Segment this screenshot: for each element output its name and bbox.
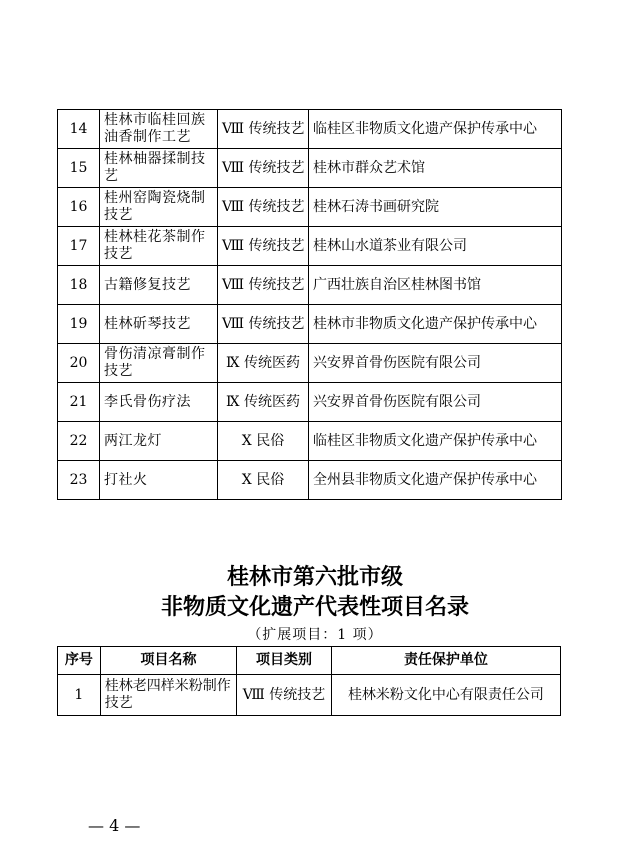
cell-category: Ⅷ 传统技艺 <box>218 149 309 188</box>
cell-name: 李氏骨伤疗法 <box>100 383 218 422</box>
cell-num: 18 <box>58 266 100 305</box>
table-row <box>58 305 562 344</box>
cell-unit: 桂林米粉文化中心有限责任公司 <box>331 675 560 716</box>
cell-unit: 兴安界首骨伤医院有限公司 <box>309 344 562 383</box>
cell-name: 桂州窑陶瓷烧制技艺 <box>100 188 218 227</box>
cell-unit: 桂林石涛书画研究院 <box>309 188 562 227</box>
cell-name: 桂林老四样米粉制作技艺 <box>100 675 236 716</box>
cell-unit: 全州县非物质文化遗产保护传承中心 <box>309 461 562 500</box>
table-row <box>58 110 562 149</box>
table-row <box>58 383 562 422</box>
cell-category: Ⅹ 民俗 <box>218 461 309 500</box>
header-name: 项目名称 <box>100 647 236 675</box>
cell-num: 14 <box>58 110 100 149</box>
section-title-line2: 非物质文化遗产代表性项目名录 <box>160 594 469 620</box>
cell-category: Ⅷ 传统技艺 <box>218 305 309 344</box>
cell-name: 桂林柚器揉制技艺 <box>100 149 218 188</box>
cell-unit: 临桂区非物质文化遗产保护传承中心 <box>309 422 562 461</box>
header-category: 项目类别 <box>237 647 332 675</box>
cell-unit: 兴安界首骨伤医院有限公司 <box>309 383 562 422</box>
extension-projects-table <box>57 646 561 716</box>
cell-num: 17 <box>58 227 100 266</box>
cell-num: 1 <box>58 675 101 716</box>
cell-name: 桂林桂花茶制作技艺 <box>100 227 218 266</box>
cell-unit: 广西壮族自治区桂林图书馆 <box>309 266 562 305</box>
cell-num: 20 <box>58 344 100 383</box>
cell-unit: 桂林山水道茶业有限公司 <box>309 227 562 266</box>
cell-num: 21 <box>58 383 100 422</box>
cell-name: 骨伤清凉膏制作技艺 <box>100 344 218 383</box>
cell-name: 桂林斫琴技艺 <box>100 305 218 344</box>
cell-unit: 桂林市非物质文化遗产保护传承中心 <box>309 305 562 344</box>
table-header-row <box>58 647 561 675</box>
cell-category: Ⅷ 传统技艺 <box>218 188 309 227</box>
cell-name: 打社火 <box>100 461 218 500</box>
table-row <box>58 461 562 500</box>
cell-name: 古籍修复技艺 <box>100 266 218 305</box>
cell-name: 桂林市临桂回族油香制作工艺 <box>100 110 218 149</box>
heritage-table-continued <box>57 109 562 500</box>
cell-unit: 临桂区非物质文化遗产保护传承中心 <box>309 110 562 149</box>
table-row <box>58 149 562 188</box>
cell-category: Ⅷ 传统技艺 <box>218 110 309 149</box>
table-row <box>58 344 562 383</box>
cell-num: 22 <box>58 422 100 461</box>
page-number: — 4 — <box>88 816 141 835</box>
section-subtitle: （扩展项目：1 项） <box>247 627 383 643</box>
table-row <box>58 188 562 227</box>
cell-category: Ⅷ 传统技艺 <box>237 675 332 716</box>
table-row <box>58 227 562 266</box>
table-row <box>58 422 562 461</box>
cell-num: 23 <box>58 461 100 500</box>
header-num: 序号 <box>58 647 101 675</box>
cell-category: Ⅸ 传统医药 <box>218 344 309 383</box>
cell-category: Ⅷ 传统技艺 <box>218 266 309 305</box>
section-title-line1: 桂林市第六批市级 <box>226 564 403 590</box>
table-row <box>58 266 562 305</box>
cell-unit: 桂林市群众艺术馆 <box>309 149 562 188</box>
cell-num: 19 <box>58 305 100 344</box>
cell-category: Ⅹ 民俗 <box>218 422 309 461</box>
header-unit: 责任保护单位 <box>331 647 560 675</box>
cell-num: 15 <box>58 149 100 188</box>
cell-name: 两江龙灯 <box>100 422 218 461</box>
table-row <box>58 675 561 716</box>
cell-category: Ⅷ 传统技艺 <box>218 227 309 266</box>
cell-category: Ⅸ 传统医药 <box>218 383 309 422</box>
cell-num: 16 <box>58 188 100 227</box>
